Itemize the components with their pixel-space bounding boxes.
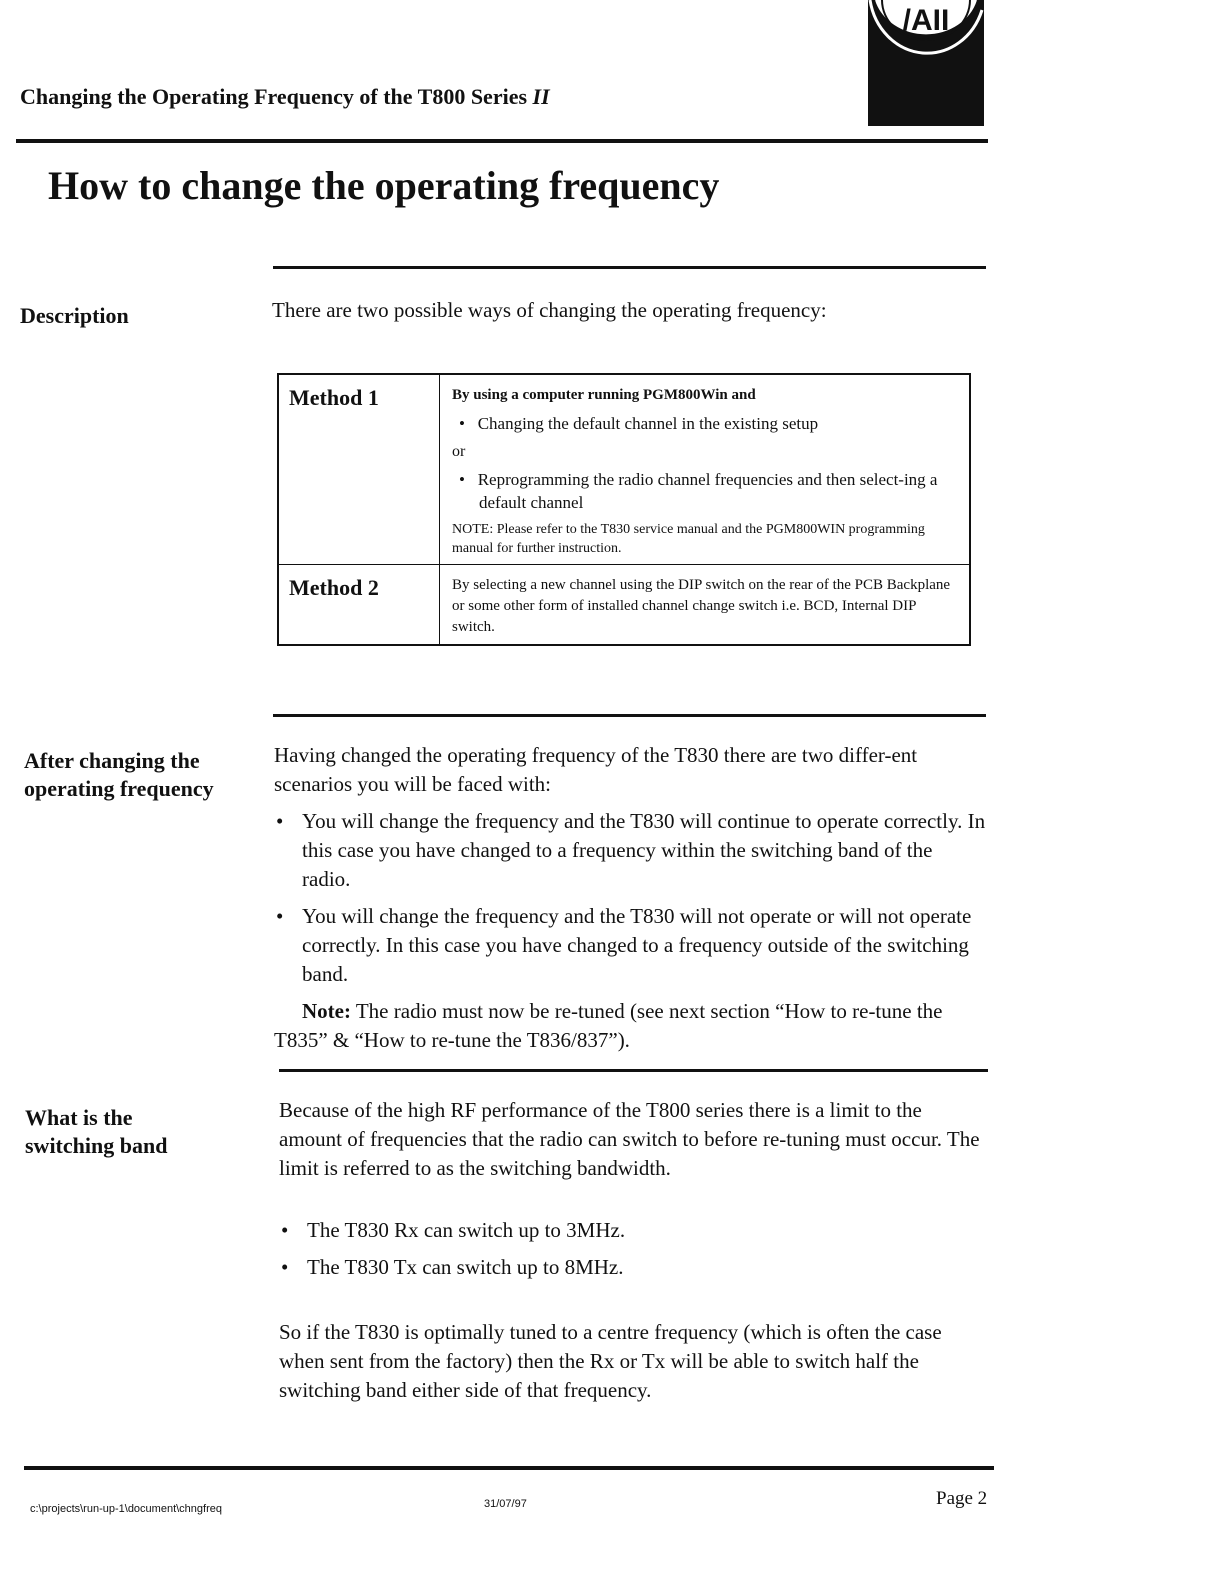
- method-2-row: [278, 565, 970, 646]
- after-bullet-1: • You will change the frequency and the T830 will continue to operate correctly. In this case you have changed to a frequency within the switching band of the radio.: [274, 807, 986, 894]
- after-heading: [24, 747, 214, 803]
- after-note-label: Note:: [302, 999, 351, 1023]
- method-1-label: Method 1: [278, 374, 440, 565]
- switching-para-1: Because of the high RF performance of the T800 series there is a limit to the amount of frequencies that the radio can switch to before re-tuning must occur. The limit is referred to as the switching bandwidth.: [279, 1098, 980, 1180]
- page-number: Page 2: [936, 1488, 988, 1509]
- switching-heading: [25, 1104, 167, 1160]
- method-1-description: [440, 374, 971, 565]
- method-1-bullet-1: • Changing the default channel in the existing setup: [459, 414, 819, 433]
- company-logo: [868, 0, 984, 126]
- running-header-series: II: [532, 84, 550, 109]
- methods-table: [277, 373, 971, 646]
- header-rule: [16, 139, 988, 143]
- method-1-bullet-2-text: Reprogramming the radio channel frequencies and then select-ing a default channel: [477, 470, 938, 512]
- description-heading: Description: [20, 303, 129, 328]
- method-2-label: Method 2: [278, 565, 440, 646]
- section-divider-switching: [279, 1069, 988, 1072]
- running-header-text: Changing the Operating Frequency of the T800 Series: [20, 84, 533, 109]
- section-divider-description: [273, 266, 986, 269]
- page-title: How to change the operating frequency: [48, 163, 720, 208]
- switching-heading-line-1: What is the: [25, 1105, 133, 1130]
- method-2-description: By selecting a new channel using the DIP switch on the rear of the PCB Backplane or some other form of installed channel change switch i.e. BCD, Internal DIP switch.: [440, 565, 971, 646]
- footer-date: 31/07/97: [484, 1498, 527, 1510]
- footer-file-path: c:\projects\run-up-1\document\chngfreq: [30, 1503, 222, 1515]
- switching-body: [279, 1096, 985, 1405]
- section-divider-after: [273, 714, 986, 717]
- after-body: [274, 741, 986, 1055]
- after-heading-line-2: operating frequency: [24, 776, 214, 801]
- method-1-bullet-2: • Reprogramming the radio channel frequencies and then select-ing a default channel: [459, 470, 938, 512]
- switching-heading-line-2: switching band: [25, 1133, 168, 1158]
- logo-text: /AII: [902, 4, 950, 37]
- description-intro: There are two possible ways of changing the operating frequency:: [272, 298, 827, 322]
- switching-bullet-1: • The T830 Rx can switch up to 3MHz.: [279, 1216, 985, 1245]
- after-intro: Having changed the operating frequency of the T830 there are two differ-ent scenarios you will be faced with:: [274, 743, 918, 796]
- method-1-row: [278, 374, 970, 565]
- method-1-or: or: [452, 443, 466, 460]
- footer-rule: [24, 1466, 994, 1470]
- method-1-note: NOTE: Please refer to the T830 service manual and the PGM800WIN programming manual for further instruction.: [452, 522, 925, 556]
- after-heading-line-1: After changing the: [24, 748, 200, 773]
- after-bullet-2: • You will change the frequency and the T830 will not operate or will not operate correctly. In this case you have changed to a frequency outside of the switching band.: [274, 902, 986, 989]
- after-note: [274, 997, 986, 1055]
- after-note-text: The radio must now be re-tuned (see next section “How to re-tune the T835” & “How to re-tune the T836/837”).: [274, 999, 943, 1052]
- switching-para-2: So if the T830 is optimally tuned to a centre frequency (which is often the case when sent from the factory) then the Rx or Tx will be able to switch half the switching band either side of that frequency.: [279, 1320, 942, 1402]
- method-1-bullet-1-text: Changing the default channel in the existing setup: [477, 414, 819, 433]
- running-header: [20, 84, 550, 110]
- method-1-lead: By using a computer running PGM800Win and: [452, 387, 756, 403]
- switching-bullet-2: • The T830 Tx can switch up to 8MHz.: [279, 1253, 985, 1282]
